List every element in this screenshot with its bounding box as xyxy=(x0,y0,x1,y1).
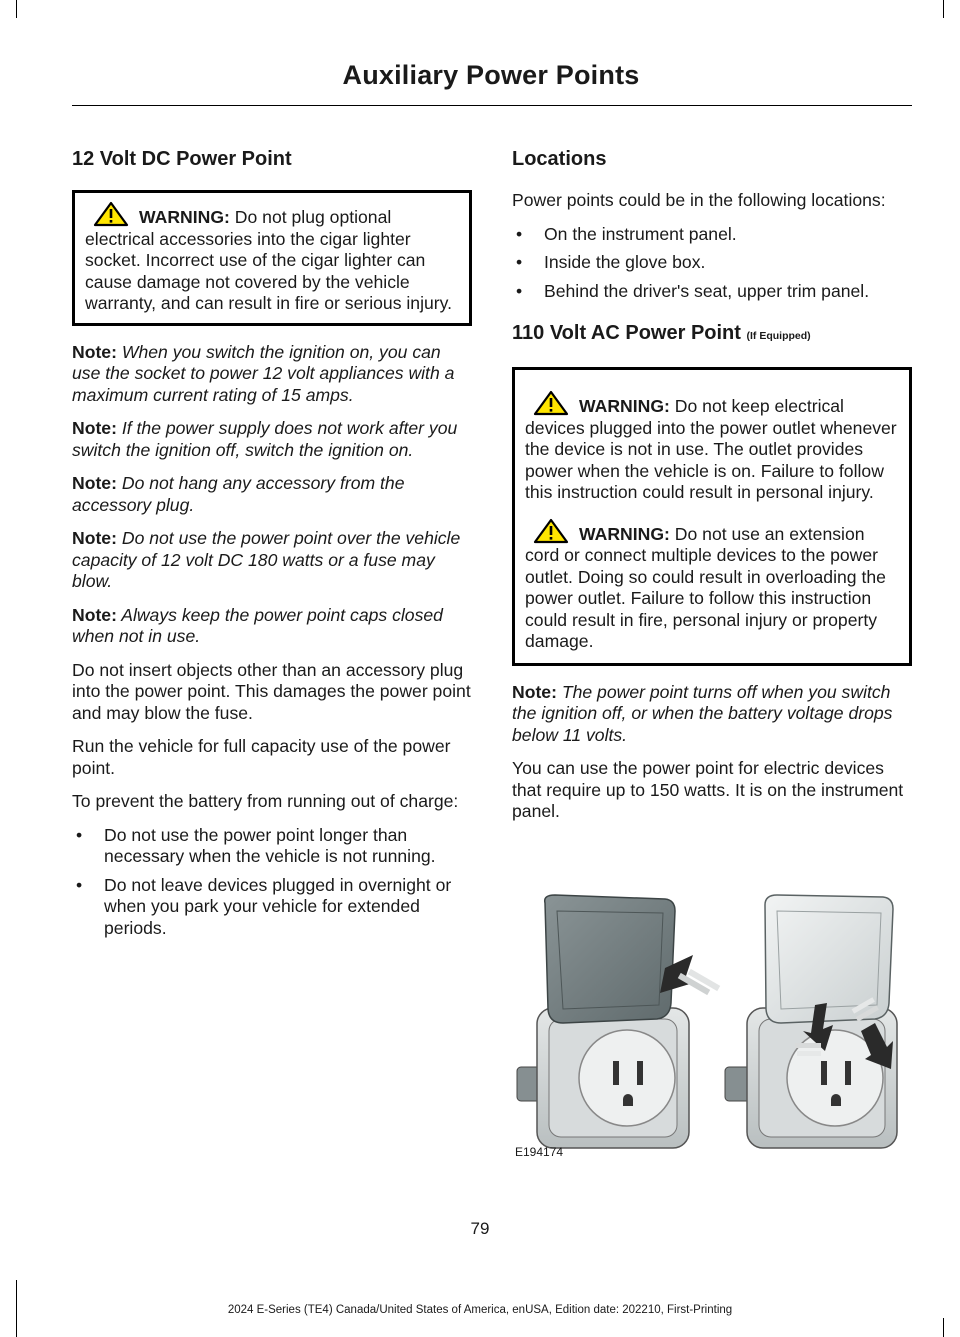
locations-list xyxy=(512,224,912,303)
note-text: Always keep the power point caps closed when not in use. xyxy=(72,604,443,646)
header-divider xyxy=(72,105,912,106)
battery-tips-list xyxy=(72,825,472,940)
warning-paragraph xyxy=(525,518,899,653)
warning-text: Do not plug optional electrical accessories into the cigar lighter socket. Incorrect use of the cigar lighter can cause damage not covered by the vehicle warranty, and can result in fire or serious injury. xyxy=(85,207,453,313)
note-paragraph xyxy=(72,605,472,648)
heading-text: 110 Volt AC Power Point xyxy=(512,322,741,344)
note-label: Note: xyxy=(72,418,117,438)
body-paragraph: Run the vehicle for full capacity use of the power point. xyxy=(72,736,451,778)
list-item: • Inside the glove box. xyxy=(512,252,912,274)
warning-label: WARNING: xyxy=(139,207,230,227)
note-label: Note: xyxy=(72,528,117,548)
body-paragraph: Do not insert objects other than an accessory plug into the power point. This damages the power point and may blow the fuse. xyxy=(72,659,471,723)
note-text: Do not hang any accessory from the accessory plug. xyxy=(72,473,405,515)
note-paragraph xyxy=(72,342,472,407)
outlet-closed-lid xyxy=(517,895,720,1148)
body-paragraph: Power points could be in the following locations: xyxy=(512,190,886,210)
note-label: Note: xyxy=(72,473,117,493)
note-text: Do not use the power point over the vehicle capacity of 12 volt DC 180 watts or a fuse may blow. xyxy=(72,528,461,591)
note-paragraph xyxy=(512,682,912,747)
note-label: Note: xyxy=(72,604,117,625)
list-item: • Behind the driver's seat, upper trim panel. xyxy=(512,281,912,303)
right-column xyxy=(512,146,912,835)
warning-triangle-icon xyxy=(533,518,569,544)
warning-triangle-icon xyxy=(533,390,569,416)
warning-box-110v xyxy=(512,367,912,666)
note-paragraph xyxy=(72,528,472,593)
left-column xyxy=(72,146,472,951)
warning-paragraph xyxy=(85,201,459,315)
warning-label: WARNING: xyxy=(579,523,670,544)
page-number: 79 xyxy=(470,1219,490,1238)
crop-mark-top-right xyxy=(943,0,944,18)
warning-triangle-icon xyxy=(93,201,129,227)
figure-code: E194174 xyxy=(515,1145,564,1159)
warning-text: Do not use an extension cord or connect multiple devices to the power outlet. Doing so could result in overloading the power outlet. Failure to follow this instruction could result in fire, personal injury or property damage. xyxy=(525,523,886,651)
body-paragraph: To prevent the battery from running out of charge: xyxy=(72,791,459,811)
note-text: If the power supply does not work after you switch the ignition off, switch the ignition on. xyxy=(72,418,458,460)
note-text: When you switch the ignition on, you can use the socket to power 12 volt appliances with a maximum current rating of 15 amps. xyxy=(72,341,455,405)
section-heading-110v xyxy=(512,320,912,349)
page-footer: 2024 E-Series (TE4) Canada/United States of America, enUSA, Edition date: 202210, First-Printing xyxy=(227,1304,733,1316)
body-paragraph: You can use the power point for electric devices that require up to 150 watts. It is on the instrument panel. xyxy=(512,758,904,821)
page-title: Auxiliary Power Points xyxy=(342,60,640,90)
warning-paragraph xyxy=(525,390,899,504)
crop-mark-top-left xyxy=(16,0,17,18)
crop-mark-bottom-right xyxy=(943,1318,944,1337)
list-item: • Do not leave devices plugged in overnight or when you park your vehicle for extended periods. xyxy=(72,875,472,940)
warning-label: WARNING: xyxy=(579,396,670,416)
power-outlet-figure xyxy=(515,893,907,1161)
note-paragraph xyxy=(72,418,472,461)
note-label: Note: xyxy=(512,681,557,702)
heading-suffix: (If Equipped) xyxy=(746,330,811,342)
warning-text: Do not keep electrical devices plugged into the power outlet whenever the device is not in use. The outlet provides power when the vehicle is on. Failure to follow this instruction could result in personal injury. xyxy=(525,396,897,502)
note-text: The power point turns off when you switch the ignition off, or when the battery voltage drops below 11 volts. xyxy=(512,681,893,745)
section-heading-12v: 12 Volt DC Power Point xyxy=(72,148,292,170)
section-heading-locations: Locations xyxy=(512,148,607,170)
list-item: • On the instrument panel. xyxy=(512,224,912,246)
list-item: • Do not use the power point longer than necessary when the vehicle is not running. xyxy=(72,825,472,868)
power-outlet-illustration xyxy=(515,893,907,1161)
warning-box-12v xyxy=(72,190,472,326)
outlet-open-lid xyxy=(725,895,897,1148)
note-paragraph xyxy=(72,473,472,516)
note-label: Note: xyxy=(72,341,117,362)
